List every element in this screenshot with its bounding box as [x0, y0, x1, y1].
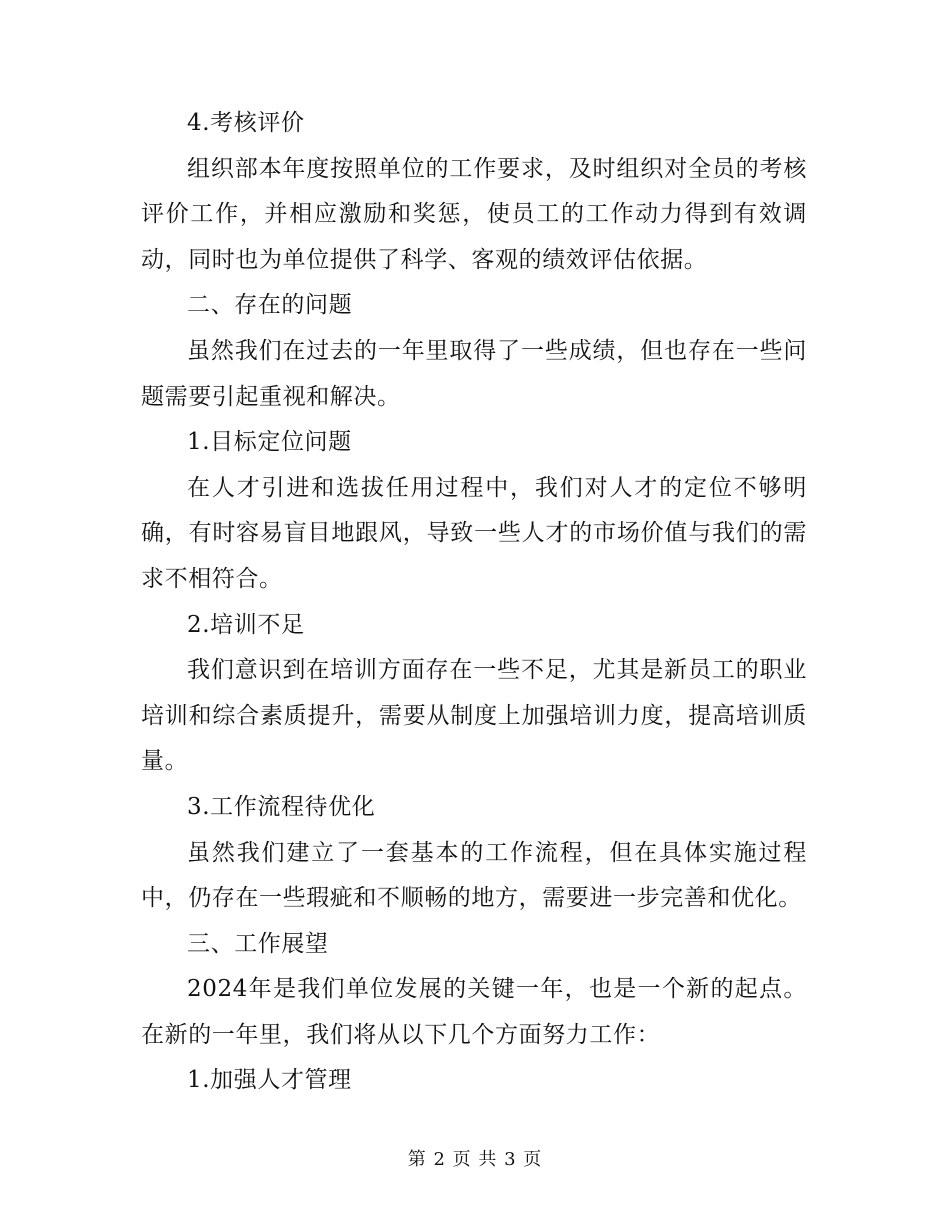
- heading-problems: 二、存在的问题: [187, 292, 353, 319]
- heading-assessment: 4.考核评价: [187, 110, 305, 136]
- heading-outlook: 三、工作展望: [187, 930, 329, 957]
- heading-target-positioning: 1.目标定位问题: [187, 429, 352, 456]
- heading-training: 2.培训不足: [187, 611, 305, 638]
- page-footer: 第 2 页 共 3 页: [407, 1149, 543, 1170]
- heading-talent-management: 1.加强人才管理: [187, 1067, 352, 1094]
- paragraph-workflow: 虽然我们建立了一套基本的工作流程，但在具体实施过程中，仍存在一些瑕疵和不顺畅的地方，需要进一步完善和优化。: [141, 839, 807, 912]
- paragraph-target-positioning: 在人才引进和选拔任用过程中，我们对人才的定位不够明确，有时容易盲目地跟风，导致一些人才的市场价值与我们的需求不相符合。: [141, 474, 807, 592]
- paragraph-outlook: 2024年是我们单位发展的关键一年，也是一个新的起点。在新的一年里，我们将从以下几个方面努力工作：: [141, 976, 807, 1048]
- paragraph-problems-intro: 虽然我们在过去的一年里取得了一些成绩，但也存在一些问题需要引起重视和解决。: [141, 337, 807, 410]
- document-body: [141, 101, 807, 1104]
- paragraph-training: 我们意识到在培训方面存在一些不足，尤其是新员工的职业培训和综合素质提升，需要从制度上加强培训力度，提高培训质量。: [141, 657, 807, 775]
- paragraph-assessment: 组织部本年度按照单位的工作要求，及时组织对全员的考核评价工作，并相应激励和奖惩，使员工的工作动力得到有效调动，同时也为单位提供了科学、客观的绩效评估依据。: [141, 155, 807, 273]
- heading-workflow: 3.工作流程待优化: [187, 793, 376, 820]
